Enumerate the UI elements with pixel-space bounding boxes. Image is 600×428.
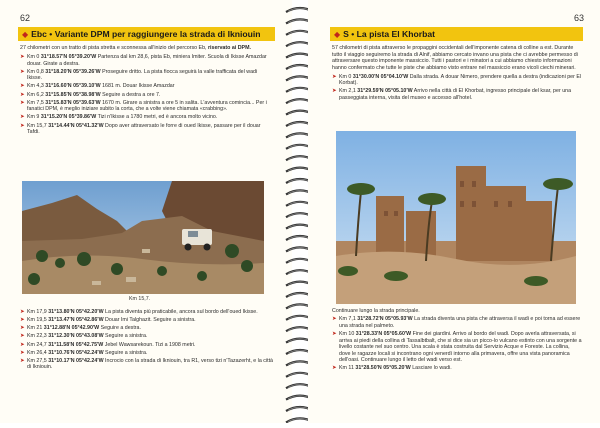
route-entry <box>20 358 273 371</box>
km-label: Km 7,1 <box>339 316 356 323</box>
km-label: Km 11 <box>339 365 354 372</box>
route-entry <box>332 316 582 329</box>
page-number-left: 62 <box>20 13 31 23</box>
arrow-bullet-icon: ➤ <box>20 114 25 121</box>
gps-coordinate: 31°28.50'N 05°05.20'W <box>355 365 411 372</box>
route-entry <box>20 114 273 121</box>
photo-kasbah <box>336 131 576 304</box>
gps-coordinate: 31°10.17'N 05°42.24'W <box>48 357 104 364</box>
diamond-bullet-icon: ◆ <box>22 29 29 39</box>
route-list-left-bottom <box>20 309 273 371</box>
left-page <box>0 0 292 423</box>
route-entry <box>20 309 273 316</box>
route-description: Lasciare lo wadi. <box>410 365 452 372</box>
km-label: Km 27,5 <box>27 357 47 364</box>
section-title-left: Ebc • Variante DPM per raggiungere la strada di Ikniouin <box>31 29 261 39</box>
photo-mountain-track <box>22 181 264 294</box>
route-entry <box>332 331 582 364</box>
intro-left <box>20 45 273 137</box>
route-description: Tizi n'Ikisse a 1780 metri, ed è ancora molto vicino. <box>96 114 218 121</box>
page-number-right: 63 <box>573 13 584 23</box>
kasbah-image <box>336 131 576 304</box>
intro-paragraph-right: 57 chilometri di pista attraverso le propaggini occidentali dell'imponente catena di colline a est. Durante tutto il viaggio seguiremo la strada di Alnif, abbiamo cercato invano una pista che ci avrebbe permesso di attraversare questo imponente massiccio. Tutti i pastori e i minatori a cui abbiamo chiesto informazioni hanno confermato che tutte le piste che abbiamo visto entrare nel massiccio erano vicoli ciechi minerari. <box>332 45 578 71</box>
route-entry <box>20 54 273 67</box>
intro-emphasis: riservato ai DPM. <box>207 45 251 51</box>
route-entry <box>20 69 273 82</box>
km-label: Km 19,5 <box>27 317 47 324</box>
arrow-bullet-icon: ➤ <box>20 357 25 364</box>
route-entry <box>20 333 273 340</box>
arrow-bullet-icon: ➤ <box>332 88 337 95</box>
route-text-right-bottom <box>332 308 582 374</box>
gps-coordinate: 31°18.57'N 05°39.20'W <box>40 54 97 61</box>
route-entry <box>20 342 273 349</box>
gps-coordinate: 31°15.83'N 05°39.63'W <box>45 99 101 106</box>
route-entry <box>332 74 582 87</box>
arrow-bullet-icon: ➤ <box>20 68 25 75</box>
arrow-bullet-icon: ➤ <box>20 325 25 332</box>
arrow-bullet-icon: ➤ <box>20 54 25 61</box>
km-label: Km 17,9 <box>27 309 47 315</box>
route-description: Arrivo nella città di El Khorbat, ingresso principale del ksar, per una passeggiata interna, visita del museo e accesso all'hotel. <box>339 88 572 101</box>
gps-coordinate: 31°16.60'N 05°39.10'W <box>45 83 101 90</box>
route-description: La pista diventa più praticabile, ancora sul bordo dell'oued Ikisse. <box>103 309 258 315</box>
section-title-right: S • La pista El Khorbat <box>343 29 435 39</box>
arrow-bullet-icon: ➤ <box>332 316 337 323</box>
route-list-right-top <box>332 74 582 102</box>
route-entry <box>20 83 273 90</box>
route-description: 1670 m. Girare a sinistra a ore 5 in salita. L'avventura comincia... Per i fanatici DPM, è meglio iniziare subito la corta, che a volte viene chiamata «crabbing». <box>27 99 267 113</box>
route-entry <box>20 92 273 99</box>
route-description: Seguire a sinistra. <box>103 349 148 356</box>
arrow-bullet-icon: ➤ <box>20 91 25 98</box>
gps-coordinate: 31°13.47'N 05°42.86'W <box>48 317 104 324</box>
route-description: Dalla strada. A douar Nimero, prendere quella a destra (indicazioni per El Korbat). <box>339 73 582 87</box>
continue-text: Continuare lungo la strada principale. <box>332 308 420 314</box>
km-label: Km 2,1 <box>339 88 356 95</box>
arrow-bullet-icon: ➤ <box>20 309 25 315</box>
route-entry <box>332 88 582 101</box>
route-description: Jebel Wawsarekoun. Tizi a 1908 metri. <box>103 341 196 348</box>
route-list-left-top <box>20 54 273 136</box>
route-entry <box>20 123 273 136</box>
gps-coordinate: 31°28.33'N 05°05.60'W <box>355 331 412 338</box>
km-label: Km 0 <box>27 54 40 61</box>
gps-coordinate: 31°15.85'N 05°38.98'W <box>45 91 101 98</box>
mountain-track-image <box>22 181 264 294</box>
intro-text: 27 chilometri con un tratto di pista stretta e sconnessa all'inizio del percorso Eb, <box>20 45 207 51</box>
route-description: Incrocio con la strada di Ikniouin, tra R1, verso tizi n'Tazazerht, e la città di Ikniouin. <box>27 357 273 371</box>
route-description: Proseguire dritto. La pista fiocca seguirà la valle trafficata del wadi Ikisse. <box>27 68 258 82</box>
km-label: Km 21 <box>27 325 43 332</box>
gps-coordinate: 31°12.30'N 05°43.08'W <box>48 333 104 340</box>
arrow-bullet-icon: ➤ <box>20 122 25 129</box>
section-heading-right <box>330 27 583 41</box>
route-entry <box>20 100 273 113</box>
km-label: Km 7,5 <box>27 99 44 106</box>
km-label: Km 26,4 <box>27 349 47 356</box>
km-label: Km 0 <box>339 73 352 80</box>
gps-coordinate: 31°13.80'N 05°42.20'W <box>48 309 104 315</box>
arrow-bullet-icon: ➤ <box>332 73 337 80</box>
km-label: Km 9 <box>27 114 40 121</box>
route-entry <box>332 365 582 372</box>
arrow-bullet-icon: ➤ <box>20 341 25 348</box>
route-description: Partenza dal km 28,6, pista Eb, miniera Imiter. Scuola di Ikisse Amazdar douar. Girate a destra. <box>27 54 267 67</box>
route-description: Fine dei giardini. Arrivo al bordo del wadi. Dopo averla attraversata, si arriva ai piedi della collina di Tassalbtbalt, che si dice sia un picco-lo vulcano estinto con una sorgente a livello costante nel suo centro. Una scala è stata costruita dal Servizio Acque e Foreste. La collina, dove le ragazze locali si incontrano ogni venerdì intorno alla primavera, offre una vista panoramica dell'oasi. Continuare lungo il letto del wadi verso est. <box>339 331 582 364</box>
km-label: Km 4,3 <box>27 83 44 90</box>
route-description: Seguire a sinistra. <box>103 333 148 340</box>
route-list-left-bottom-wrap <box>20 309 273 373</box>
route-entry <box>20 350 273 357</box>
arrow-bullet-icon: ➤ <box>332 365 337 372</box>
arrow-bullet-icon: ➤ <box>20 83 25 90</box>
km-label: Km 15,7 <box>27 122 47 129</box>
km-label: Km 10 <box>339 331 355 338</box>
route-description: Seguire a destra a ore 7. <box>100 91 161 98</box>
intro-right <box>332 45 582 103</box>
arrow-bullet-icon: ➤ <box>20 349 25 356</box>
arrow-bullet-icon: ➤ <box>20 333 25 340</box>
gps-coordinate: 31°11.58'N 05°42.75'W <box>48 341 104 348</box>
gps-coordinate: 31°28.72'N 05°05.93'W <box>357 316 413 323</box>
km-label: Km 24,7 <box>27 341 47 348</box>
route-description: Dopo aver attraversato le forre di oued Ikisse, passare per il douar Tafdi. <box>27 122 261 136</box>
km-label: Km 22,3 <box>27 333 47 340</box>
route-entry <box>20 325 273 332</box>
arrow-bullet-icon: ➤ <box>20 99 25 106</box>
km-label: Km 0,8 <box>27 68 44 75</box>
section-heading-left <box>18 27 275 41</box>
gps-coordinate: 31°18.20'N 05°39.26'W <box>45 68 101 75</box>
route-description: Douar Imi Talghazit. Seguire a sinistra. <box>103 317 196 324</box>
route-description: 1681 m. Douar Ikisse Amazdar <box>100 83 175 90</box>
photo-caption-left: Km 15,7. <box>129 296 151 302</box>
route-description: Seguire a destra. <box>99 325 141 332</box>
gps-coordinate: 31°10.76'N 05°42.24'W <box>48 349 104 356</box>
right-page <box>308 0 600 423</box>
gps-coordinate: 31°29.59'N 05°05.10'W <box>357 88 413 95</box>
arrow-bullet-icon: ➤ <box>20 317 25 324</box>
route-list-right-bottom <box>332 316 582 372</box>
gps-coordinate: 31°30.00'N 05°04.10'W <box>352 73 409 80</box>
intro-paragraph-left <box>20 45 273 52</box>
route-description: La strada diventa una pista che attraversa il wadi e poi torna ad essere una strada nel palmeto. <box>339 316 581 329</box>
gps-coordinate: 31°14.44'N 05°41.32'W <box>48 122 104 129</box>
diamond-bullet-icon: ◆ <box>334 29 341 39</box>
route-entry <box>20 317 273 324</box>
km-label: Km 6,2 <box>27 91 44 98</box>
gps-coordinate: 31°12.88'N 05°42.90'W <box>43 325 100 332</box>
arrow-bullet-icon: ➤ <box>332 331 337 338</box>
gps-coordinate: 31°15.20'N 05°39.86'W <box>40 114 97 121</box>
